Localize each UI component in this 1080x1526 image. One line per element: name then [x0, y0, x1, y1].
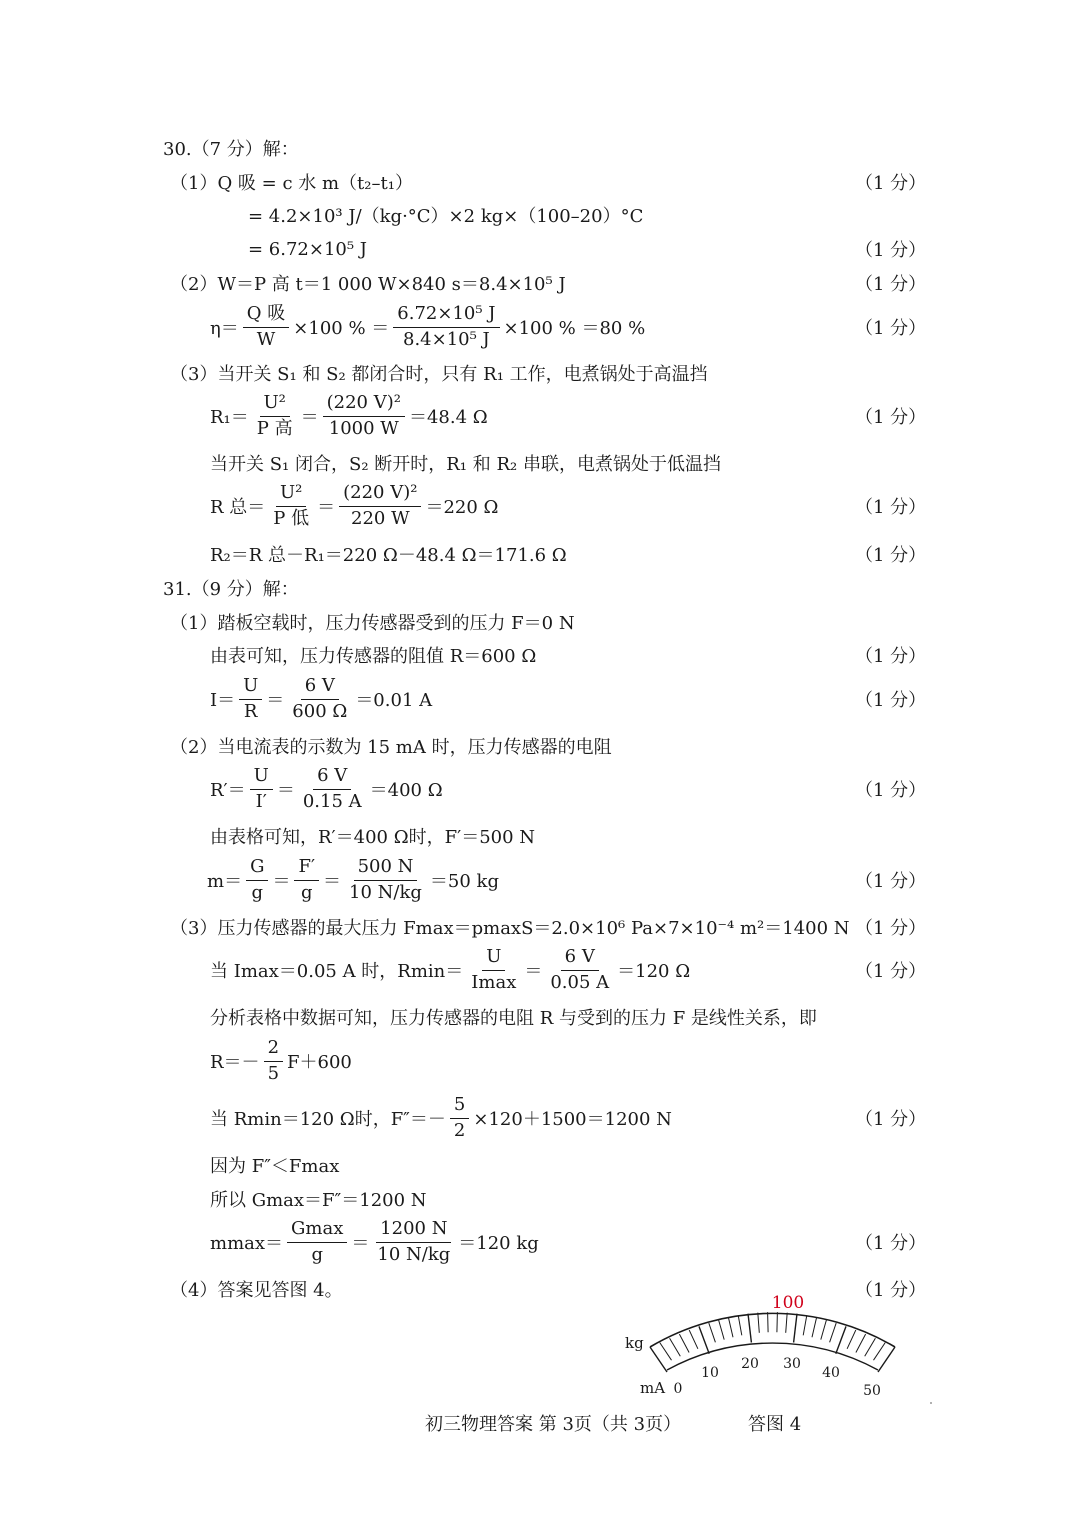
score-label: （1 分）	[855, 274, 927, 295]
numerator: Q 吸	[243, 304, 289, 328]
denominator: 10 N/kg	[377, 1243, 451, 1265]
dial-major-tick	[836, 1326, 846, 1353]
eq-lhs: R′＝	[210, 780, 246, 801]
dial-outer-arc	[650, 1313, 895, 1347]
dial-minor-tick	[719, 1320, 725, 1340]
eq-result: ＝50 kg	[429, 871, 499, 892]
eq-result: ＝220 Ω	[425, 497, 499, 518]
fraction	[345, 857, 426, 903]
q31-part1-statement: （1）踏板空载时，压力传感器受到的压力 F＝0 N	[170, 613, 575, 634]
numerator: (220 V)²	[339, 483, 421, 507]
denominator: Imax	[471, 971, 517, 993]
dial-kg-label: kg	[625, 1334, 644, 1352]
q30-r1-equation	[210, 393, 488, 439]
dial-minor-tick	[777, 1312, 778, 1332]
q30-part2-work: （2）W＝P 高 t＝1 000 W×840 s＝8.4×10⁵ J	[170, 274, 566, 295]
eq-lhs: R₁＝	[210, 407, 249, 428]
numerator: 1200 N	[376, 1219, 451, 1243]
dial-major-tick	[650, 1347, 667, 1372]
q31-header: 31.（9 分）解：	[163, 579, 299, 600]
q31-fdoubleprime-equation	[210, 1095, 672, 1141]
score-label: （1 分）	[855, 318, 927, 339]
page-footer: 初三物理答案 第 3页（共 3页）	[425, 1414, 682, 1435]
eq-result: ＝48.4 Ω	[408, 407, 488, 428]
numerator: Gmax	[287, 1219, 347, 1243]
score-label: （1 分）	[855, 918, 927, 939]
denominator: 0.15 A	[302, 790, 362, 812]
fraction	[373, 1219, 454, 1265]
eq-op: ＝	[317, 497, 336, 518]
dial-ma-tick-label: 20	[741, 1356, 759, 1372]
numerator: F′	[294, 857, 319, 881]
numerator: (220 V)²	[323, 393, 405, 417]
eq-op: ＝	[524, 961, 543, 982]
dial-minor-tick	[786, 1313, 788, 1333]
score-label: （1 分）	[855, 497, 927, 518]
score-label: （1 分）	[855, 407, 927, 428]
fraction	[467, 947, 520, 993]
eq-lhs: I＝	[210, 690, 236, 711]
q30-part1-result: = 6.72×10⁵ J	[248, 238, 368, 260]
q31-table-fprime: 由表格可知，R′＝400 Ω时，F′＝500 N	[210, 827, 536, 848]
q31-part2-statement: （2）当电流表的示数为 15 mA 时，压力传感器的电阻	[170, 737, 612, 758]
eq-lhs: R＝－	[210, 1052, 260, 1073]
denominator: 8.4×10⁵ J	[403, 328, 490, 350]
fraction	[246, 857, 268, 903]
score-label: （1 分）	[855, 961, 927, 982]
numerator: U	[239, 676, 262, 700]
q30-rtotal-equation	[210, 483, 498, 529]
eq-result: F＋600	[287, 1052, 352, 1073]
denominator: W	[256, 328, 276, 350]
dial-major-tick	[794, 1314, 797, 1343]
denominator: 600 Ω	[292, 700, 348, 722]
eq-op: ＝	[266, 690, 285, 711]
numerator: 500 N	[354, 857, 418, 881]
score-label: （1 分）	[855, 780, 927, 801]
numerator: U	[482, 947, 505, 971]
dial-minor-tick	[670, 1338, 681, 1356]
denominator: 2	[453, 1119, 466, 1141]
denominator: 10 N/kg	[349, 881, 422, 903]
score-label: （1 分）	[855, 1233, 927, 1254]
dial-minor-tick	[728, 1317, 733, 1337]
dial-major-tick	[748, 1314, 751, 1343]
dial-minor-tick	[812, 1317, 817, 1337]
dial-inner-arc	[667, 1343, 878, 1370]
eq-lhs: 当 Rmin＝120 Ω时，F″＝－	[210, 1109, 446, 1130]
dial-minor-tick	[738, 1315, 742, 1335]
dial-ma-tick-label: 50	[863, 1383, 881, 1399]
denominator: 5	[267, 1062, 280, 1084]
dial-ma-tick-label: 0	[673, 1381, 683, 1397]
denominator: g	[251, 881, 264, 903]
dial-minor-tick	[758, 1313, 760, 1333]
dial-minor-tick	[874, 1343, 886, 1361]
score-label: （1 分）	[855, 240, 927, 261]
eq-op: ＝	[323, 871, 342, 892]
q30-low-mode: 当开关 S₁ 闭合，S₂ 断开时，R₁ 和 R₂ 串联，电煮锅处于低温挡	[210, 454, 721, 475]
figure-caption: 答图 4	[748, 1414, 802, 1435]
q31-mass-equation	[207, 857, 499, 903]
score-label: （1 分）	[855, 173, 927, 194]
fraction	[239, 676, 262, 722]
fraction	[294, 857, 319, 903]
eq-result: ×120＋1500＝1200 N	[473, 1109, 672, 1130]
eq-result: ＝0.01 A	[355, 690, 433, 711]
numerator: U²	[260, 393, 290, 417]
q31-linear-relation-text: 分析表格中数据可知，压力传感器的电阻 R 与受到的压力 F 是线性关系，即	[210, 1008, 817, 1029]
denominator: g	[311, 1243, 323, 1265]
eq-op: ＝	[276, 780, 295, 801]
dial-minor-tick	[856, 1334, 866, 1352]
eq-lhs: R 总＝	[210, 497, 266, 518]
fraction	[243, 304, 289, 350]
fraction	[287, 1219, 347, 1265]
numerator: G	[246, 857, 268, 881]
denominator: 1000 W	[328, 417, 399, 439]
fraction	[339, 483, 421, 529]
fraction	[393, 304, 499, 350]
q31-table-r: 由表可知，压力传感器的阻值 R＝600 Ω	[210, 646, 537, 667]
dial-ma-tick-label: 40	[822, 1365, 840, 1381]
numerator: 6 V	[301, 676, 339, 700]
score-label: （1 分）	[855, 646, 927, 667]
eq-result: ＝120 kg	[458, 1233, 539, 1254]
fraction	[299, 766, 366, 812]
q31-current-equation	[210, 676, 432, 722]
dial-minor-tick	[660, 1343, 672, 1361]
denominator: 220 W	[351, 507, 410, 529]
q30-part1-formula: （1）Q 吸 = c 水 m（t₂–t₁）	[170, 173, 413, 194]
eq-lhs: mmax＝	[210, 1233, 284, 1254]
fraction	[264, 1038, 283, 1084]
q30-r2-result: R₂＝R 总－R₁＝220 Ω－48.4 Ω＝171.6 Ω	[210, 545, 567, 566]
dial-ma-tick-labels	[674, 1356, 881, 1399]
numerator: 6.72×10⁵ J	[393, 304, 499, 328]
denominator: P 高	[256, 417, 293, 439]
denominator: I′	[255, 790, 267, 812]
eq-result: ×100 % ＝80 %	[503, 318, 646, 339]
eq-op: ×100 % ＝	[293, 318, 390, 339]
q31-rprime-equation	[210, 766, 443, 812]
meter-dial-figure	[610, 1280, 910, 1405]
dial-minor-tick	[768, 1312, 769, 1332]
numerator: U	[250, 766, 273, 790]
score-label: （1 分）	[855, 1280, 927, 1301]
eq-op: ＝	[272, 871, 291, 892]
q31-because: 因为 F″＜Fmax	[210, 1156, 340, 1177]
score-label: （1 分）	[855, 690, 927, 711]
fraction	[288, 676, 351, 722]
denominator: P 低	[273, 507, 310, 529]
q31-rmin-equation	[210, 947, 690, 993]
fraction	[450, 1095, 469, 1141]
dial-value-100: 100	[771, 1293, 805, 1313]
dial-minor-tick	[679, 1334, 689, 1352]
eq-op: ＝	[300, 407, 319, 428]
eq-lhs: m＝	[207, 871, 243, 892]
q31-mmax-equation	[210, 1219, 539, 1265]
q30-part1-substitution: = 4.2×10³ J/（kg·°C）×2 kg×（100–20）°C	[248, 206, 644, 227]
fraction	[323, 393, 405, 439]
fraction	[546, 947, 613, 993]
dial-ma-tick-label: 10	[701, 1365, 719, 1381]
dial-minor-tick	[709, 1323, 716, 1342]
q31-part4-answer: （4）答案见答图 4。	[170, 1280, 343, 1301]
fraction	[253, 393, 297, 439]
dial-ma-tick-label: 30	[783, 1356, 801, 1372]
denominator: g	[300, 881, 313, 903]
dial-minor-tick	[830, 1323, 837, 1342]
dial-minor-tick	[847, 1330, 856, 1349]
numerator: 6 V	[313, 766, 351, 790]
q31-part3-max-force: （3）压力传感器的最大压力 Fmax＝pmaxS＝2.0×10⁶ Pa×7×10⁻⁴ m²＝1400 N	[170, 918, 850, 939]
numerator: 6 V	[561, 947, 599, 971]
eq-result: ＝120 Ω	[617, 961, 691, 982]
q30-part3-high-mode: （3）当开关 S₁ 和 S₂ 都闭合时，只有 R₁ 工作，电煮锅处于高温挡	[170, 364, 708, 385]
dial-major-tick	[878, 1347, 895, 1372]
fraction	[269, 483, 313, 529]
eq-lhs: η＝	[210, 318, 239, 339]
dial-ticks	[650, 1312, 895, 1372]
denominator: R	[243, 700, 258, 722]
score-label: （1 分）	[855, 545, 927, 566]
score-label: （1 分）	[855, 871, 927, 892]
dial-major-tick	[699, 1326, 709, 1353]
dial-minor-tick	[821, 1320, 827, 1340]
q30-header: 30.（7 分）解：	[163, 139, 299, 160]
numerator: U²	[276, 483, 306, 507]
q31-linear-equation	[210, 1038, 352, 1084]
denominator: 0.05 A	[550, 971, 610, 993]
score-label: （1 分）	[855, 1109, 927, 1130]
eq-result: ＝400 Ω	[369, 780, 443, 801]
q31-therefore: 所以 Gmax＝F″＝1200 N	[210, 1190, 427, 1211]
dial-ma-label: mA	[640, 1379, 666, 1397]
numerator: 2	[264, 1038, 283, 1062]
dial-minor-tick	[865, 1338, 876, 1356]
dial-minor-tick	[689, 1330, 698, 1349]
q30-efficiency-equation	[210, 304, 645, 350]
eq-op: ＝	[351, 1233, 370, 1254]
scan-speck	[930, 1402, 932, 1404]
dial-minor-tick	[803, 1315, 807, 1335]
fraction	[250, 766, 273, 812]
eq-lhs: 当 Imax＝0.05 A 时，Rmin＝	[210, 961, 464, 982]
numerator: 5	[450, 1095, 469, 1119]
